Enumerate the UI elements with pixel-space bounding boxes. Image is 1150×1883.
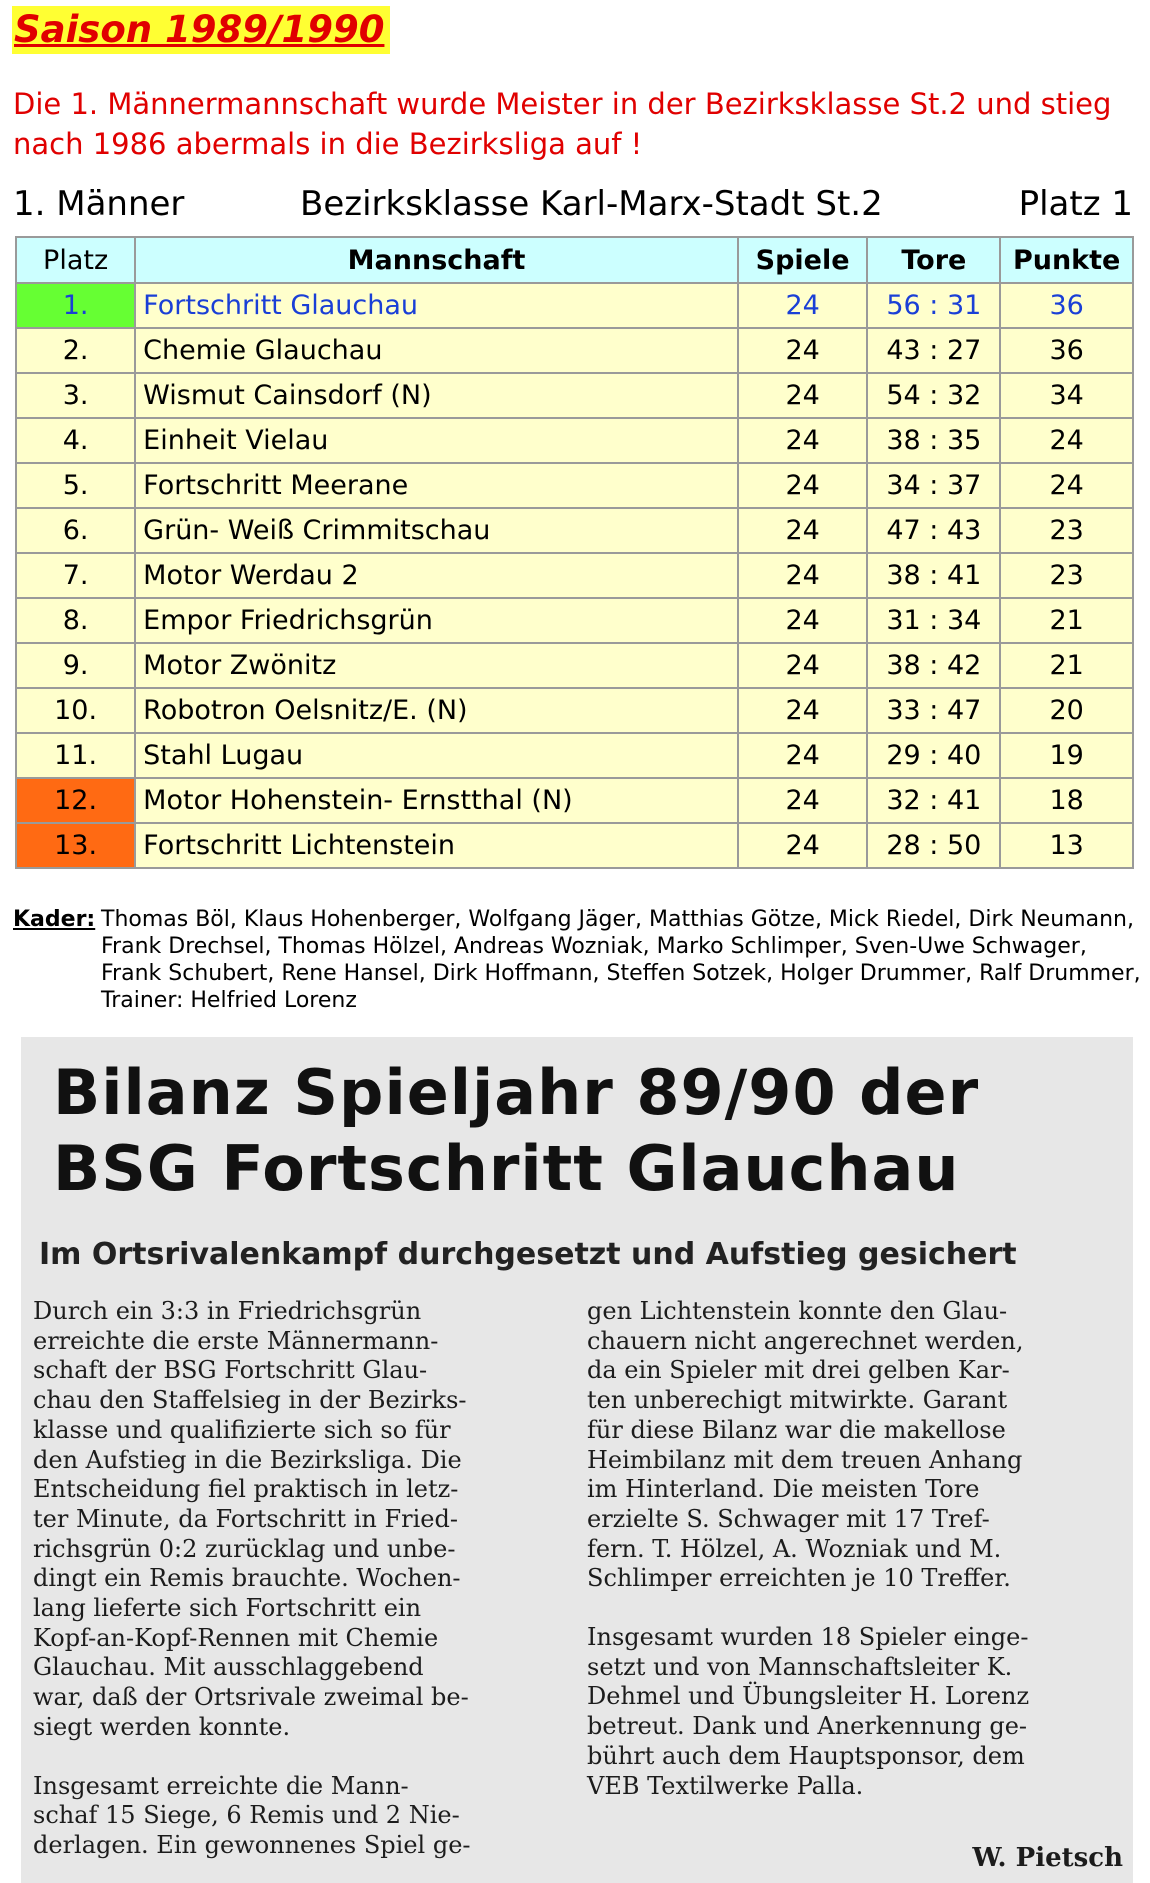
clipping-left-column bbox=[33, 1297, 573, 1861]
cell-platz: 11. bbox=[16, 733, 135, 778]
cell-punkte: 23 bbox=[1000, 553, 1133, 598]
cell-platz: 3. bbox=[16, 373, 135, 418]
cell-spiele: 24 bbox=[738, 688, 867, 733]
paragraph-gap bbox=[587, 1594, 1127, 1623]
cell-spiele: 24 bbox=[738, 283, 867, 328]
cell-spiele: 24 bbox=[738, 418, 867, 463]
clipping-text-line: ter Minute, da Fortschritt in Fried- bbox=[33, 1504, 458, 1533]
cell-tore: 29 : 40 bbox=[867, 733, 1000, 778]
clipping-text-line: war, daß der Ortsrivale zweimal be- bbox=[33, 1683, 469, 1712]
cell-punkte: 19 bbox=[1000, 733, 1133, 778]
clipping-text-line: VEB Textilwerke Palla. bbox=[587, 1771, 864, 1800]
cell-tore: 38 : 35 bbox=[867, 418, 1000, 463]
cell-punkte: 24 bbox=[1000, 418, 1133, 463]
clipping-right-column bbox=[587, 1297, 1127, 1801]
standings-body bbox=[16, 283, 1133, 868]
clipping-text-line: chau den Staffelsieg in der Bezirks- bbox=[33, 1386, 467, 1415]
cell-team: Empor Friedrichsgrün bbox=[135, 598, 738, 643]
paragraph-gap bbox=[33, 1743, 573, 1772]
intro-text: Die 1. Männermannschaft wurde Meister in der Bezirksklasse St.2 und stieg nach 1986 abermals in die Bezirksliga auf ! bbox=[13, 87, 1112, 161]
cell-punkte: 18 bbox=[1000, 778, 1133, 823]
clipping-text-line: Insgesamt erreichte die Mann- bbox=[33, 1771, 409, 1800]
cell-punkte: 20 bbox=[1000, 688, 1133, 733]
cell-team: Stahl Lugau bbox=[135, 733, 738, 778]
cell-platz: 8. bbox=[16, 598, 135, 643]
squad-line: Frank Schubert, Rene Hansel, Dirk Hoffmann, Steffen Sotzek, Holger Drummer, Ralf Drummer, bbox=[101, 961, 1141, 986]
cell-team: Grün- Weiß Crimmitschau bbox=[135, 508, 738, 553]
cell-spiele: 24 bbox=[738, 823, 867, 868]
newspaper-clipping bbox=[21, 1037, 1133, 1883]
standings-table bbox=[15, 236, 1134, 869]
table-row bbox=[16, 373, 1133, 418]
clipping-text-line: den Aufstieg in die Bezirksliga. Die bbox=[33, 1445, 462, 1474]
clipping-signature: W. Pietsch bbox=[972, 1843, 1123, 1873]
cell-punkte: 21 bbox=[1000, 598, 1133, 643]
cell-tore: 47 : 43 bbox=[867, 508, 1000, 553]
clipping-text-line: chauern nicht angerechnet werden, bbox=[587, 1326, 1024, 1355]
cell-spiele: 24 bbox=[738, 733, 867, 778]
clipping-text-line: Glauchau. Mit ausschlaggebend bbox=[33, 1653, 424, 1682]
cell-spiele: 24 bbox=[738, 643, 867, 688]
cell-team: Chemie Glauchau bbox=[135, 328, 738, 373]
cell-tore: 38 : 42 bbox=[867, 643, 1000, 688]
clipping-headline bbox=[53, 1055, 979, 1207]
cell-platz: 10. bbox=[16, 688, 135, 733]
clipping-text-line: Kopf-an-Kopf-Rennen mit Chemie bbox=[33, 1623, 439, 1652]
cell-team: Motor Zwönitz bbox=[135, 643, 738, 688]
table-row bbox=[16, 508, 1133, 553]
clipping-headline-line: Bilanz Spieljahr 89/90 der bbox=[53, 1056, 980, 1129]
cell-spiele: 24 bbox=[738, 373, 867, 418]
cell-team: Motor Hohenstein- Ernstthal (N) bbox=[135, 778, 738, 823]
season-title: Saison 1989/1990 bbox=[12, 6, 390, 54]
clipping-text-line: erreichte die erste Männermann- bbox=[33, 1326, 439, 1355]
clipping-text-line: richsgrün 0:2 zurücklag und unbe- bbox=[33, 1534, 456, 1563]
cell-team: Fortschritt Meerane bbox=[135, 463, 738, 508]
cell-punkte: 36 bbox=[1000, 328, 1133, 373]
clipping-text-line: klasse und qualifizierte sich so für bbox=[33, 1415, 451, 1444]
cell-team: Robotron Oelsnitz/E. (N) bbox=[135, 688, 738, 733]
cell-platz: 1. bbox=[16, 283, 135, 328]
team-header bbox=[13, 182, 1133, 226]
squad-line: Frank Drechsel, Thomas Hölzel, Andreas Wozniak, Marko Schlimper, Sven-Uwe Schwager, bbox=[101, 934, 1087, 959]
clipping-text-line: schaft der BSG Fortschritt Glau- bbox=[33, 1356, 428, 1385]
cell-platz: 4. bbox=[16, 418, 135, 463]
cell-punkte: 23 bbox=[1000, 508, 1133, 553]
cell-platz: 13. bbox=[16, 823, 135, 868]
clipping-text-line: lang lieferte sich Fortschritt ein bbox=[33, 1594, 422, 1623]
clipping-text-line: Dehmel und Übungsleiter H. Lorenz bbox=[587, 1682, 1030, 1711]
cell-tore: 43 : 27 bbox=[867, 328, 1000, 373]
cell-platz: 12. bbox=[16, 778, 135, 823]
cell-team: Fortschritt Lichtenstein bbox=[135, 823, 738, 868]
table-row bbox=[16, 598, 1133, 643]
cell-platz: 9. bbox=[16, 643, 135, 688]
cell-team: Wismut Cainsdorf (N) bbox=[135, 373, 738, 418]
cell-tore: 28 : 50 bbox=[867, 823, 1000, 868]
cell-tore: 54 : 32 bbox=[867, 373, 1000, 418]
standings-header-row bbox=[16, 237, 1133, 283]
cell-spiele: 24 bbox=[738, 778, 867, 823]
table-row bbox=[16, 328, 1133, 373]
cell-punkte: 36 bbox=[1000, 283, 1133, 328]
cell-punkte: 21 bbox=[1000, 643, 1133, 688]
cell-punkte: 34 bbox=[1000, 373, 1133, 418]
final-place: Platz 1 bbox=[1018, 184, 1133, 224]
cell-platz: 7. bbox=[16, 553, 135, 598]
table-row bbox=[16, 688, 1133, 733]
clipping-text-line: für diese Bilanz war die makellose bbox=[587, 1415, 1006, 1444]
cell-spiele: 24 bbox=[738, 328, 867, 373]
cell-platz: 5. bbox=[16, 463, 135, 508]
clipping-text-line: fern. T. Hölzel, A. Wozniak und M. bbox=[587, 1534, 1002, 1563]
column-header-spiele: Spiele bbox=[738, 237, 867, 283]
table-row bbox=[16, 283, 1133, 328]
cell-tore: 56 : 31 bbox=[867, 283, 1000, 328]
table-row bbox=[16, 778, 1133, 823]
clipping-text-line: Entscheidung fiel praktisch in letz- bbox=[33, 1475, 459, 1504]
clipping-subheadline: Im Ortsrivalenkampf durchgesetzt und Aufstieg gesichert bbox=[39, 1237, 1017, 1272]
column-header-platz: Platz bbox=[16, 237, 135, 283]
cell-tore: 33 : 47 bbox=[867, 688, 1000, 733]
table-row bbox=[16, 418, 1133, 463]
squad-line: Thomas Böl, Klaus Hohenberger, Wolfgang Jäger, Matthias Götze, Mick Riedel, Dirk Neumann, bbox=[101, 907, 1134, 932]
column-header-mannschaft: Mannschaft bbox=[135, 237, 738, 283]
clipping-text-line: Heimbilanz mit dem treuen Anhang bbox=[587, 1445, 1023, 1474]
clipping-text-line: betreut. Dank und Anerkennung ge- bbox=[587, 1712, 1028, 1741]
cell-team: Motor Werdau 2 bbox=[135, 553, 738, 598]
clipping-text-line: im Hinterland. Die meisten Tore bbox=[587, 1475, 980, 1504]
cell-spiele: 24 bbox=[738, 553, 867, 598]
table-row bbox=[16, 733, 1133, 778]
clipping-text-line: Insgesamt wurden 18 Spieler einge- bbox=[587, 1623, 1029, 1652]
cell-spiele: 24 bbox=[738, 463, 867, 508]
cell-tore: 31 : 34 bbox=[867, 598, 1000, 643]
table-row bbox=[16, 463, 1133, 508]
clipping-text-line: siegt werden konnte. bbox=[33, 1712, 291, 1741]
table-row bbox=[16, 823, 1133, 868]
clipping-text-line: schaf 15 Siege, 6 Remis und 2 Nie- bbox=[33, 1801, 460, 1830]
clipping-text-line: ten unberechigt mitwirkte. Garant bbox=[587, 1386, 1008, 1415]
clipping-text-line: Schlimper erreichten je 10 Treffer. bbox=[587, 1564, 1011, 1593]
cell-spiele: 24 bbox=[738, 598, 867, 643]
clipping-text-line: bührt auch dem Hauptsponsor, dem bbox=[587, 1741, 1025, 1770]
squad-label: Kader: bbox=[13, 907, 96, 932]
cell-platz: 6. bbox=[16, 508, 135, 553]
table-row bbox=[16, 553, 1133, 598]
cell-tore: 38 : 41 bbox=[867, 553, 1000, 598]
cell-punkte: 13 bbox=[1000, 823, 1133, 868]
squad-line: Trainer: Helfried Lorenz bbox=[101, 988, 357, 1013]
table-row bbox=[16, 643, 1133, 688]
cell-punkte: 24 bbox=[1000, 463, 1133, 508]
league-name: Bezirksklasse Karl-Marx-Stadt St.2 bbox=[300, 184, 883, 224]
clipping-text-line: erzielte S. Schwager mit 17 Tref- bbox=[587, 1504, 990, 1533]
squad-names bbox=[101, 906, 1141, 1014]
column-header-tore: Tore bbox=[867, 237, 1000, 283]
cell-spiele: 24 bbox=[738, 508, 867, 553]
team-name: 1. Männer bbox=[13, 184, 185, 224]
cell-team: Fortschritt Glauchau bbox=[135, 283, 738, 328]
clipping-headline-line: BSG Fortschritt Glauchau bbox=[53, 1132, 960, 1205]
clipping-text-line: dingt ein Remis brauchte. Wochen- bbox=[33, 1564, 461, 1593]
clipping-text-line: Durch ein 3:3 in Friedrichsgrün bbox=[33, 1297, 422, 1325]
cell-tore: 32 : 41 bbox=[867, 778, 1000, 823]
column-header-punkte: Punkte bbox=[1000, 237, 1133, 283]
clipping-text-line: da ein Spieler mit drei gelben Kar- bbox=[587, 1356, 1010, 1385]
cell-tore: 34 : 37 bbox=[867, 463, 1000, 508]
clipping-text-line: gen Lichtenstein konnte den Glau- bbox=[587, 1297, 1008, 1325]
cell-platz: 2. bbox=[16, 328, 135, 373]
clipping-text-line: derlagen. Ein gewonnenes Spiel ge- bbox=[33, 1830, 471, 1859]
clipping-text-line: setzt und von Mannschaftsleiter K. bbox=[587, 1652, 1013, 1681]
cell-team: Einheit Vielau bbox=[135, 418, 738, 463]
